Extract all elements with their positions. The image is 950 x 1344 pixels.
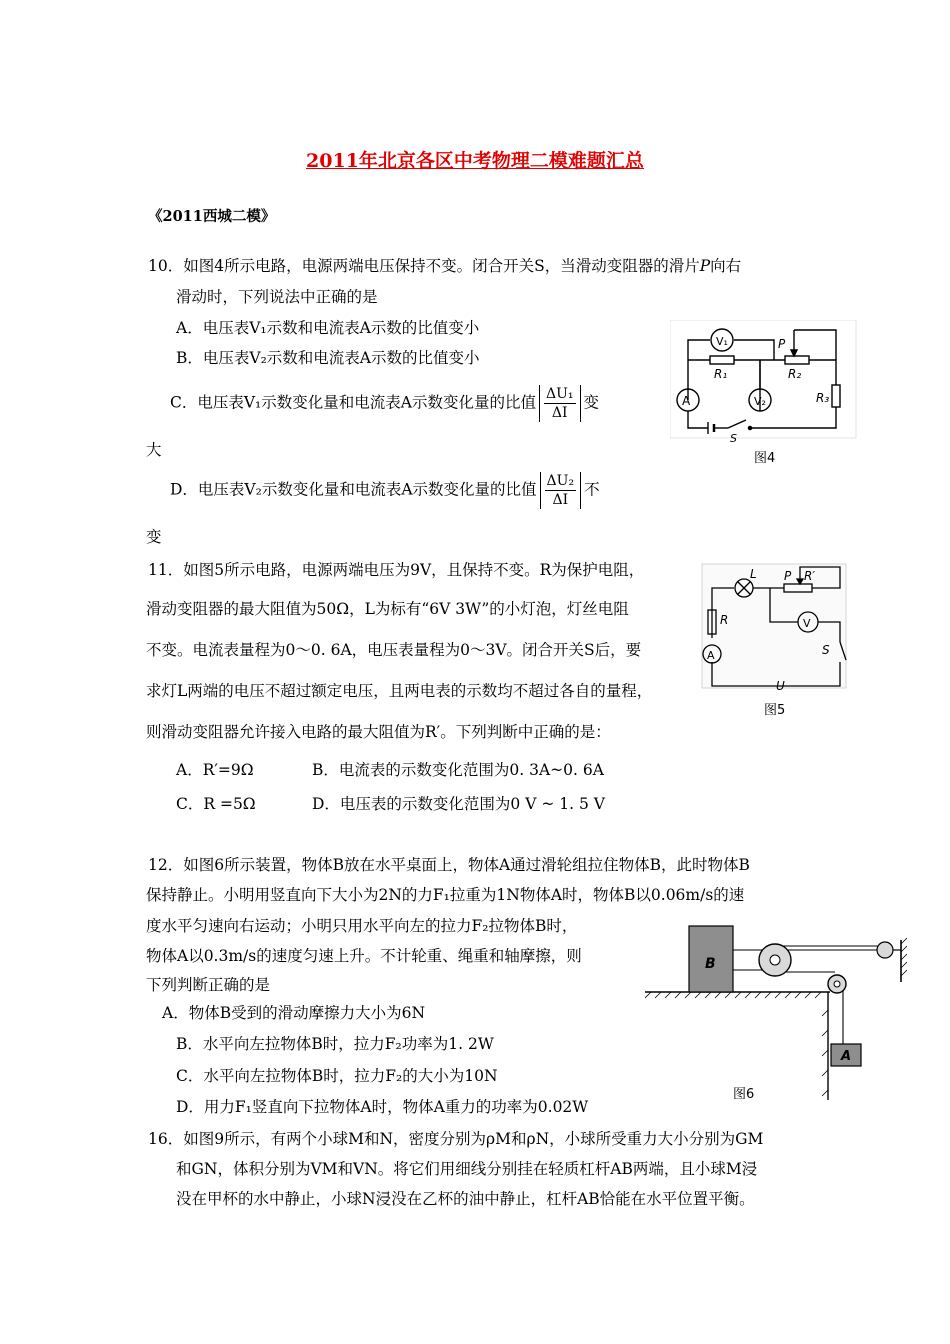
q12-line3: 度水平匀速向右运动；小明只用水平向左的拉力F₂拉物体B时，: [146, 917, 578, 935]
q11-line4: 求灯L两端的电压不超过额定电压，且两电表的示数均不超过各自的量程，: [146, 682, 653, 700]
label-l: L: [750, 567, 757, 581]
figure-4-caption: 图4: [754, 451, 776, 466]
q12-line1: 12．如图6所示装置，物体B放在水平桌面上，物体A通过滑轮组拉住物体B，此时物体B: [148, 856, 750, 874]
label-r1: R₁: [714, 367, 728, 381]
q11-line5: 则滑动变阻器允许接入电路的最大阻值为R′。下列判断中正确的是：: [146, 723, 611, 741]
figure-6-caption: 图6: [733, 1087, 755, 1102]
q12-line2: 保持静止。小明用竖直向下大小为2N的力F₁拉重为1N物体A时，物体B以0.06m/s的速: [146, 886, 745, 904]
label-v1: V₁: [716, 335, 728, 348]
q12-option-d: D．用力F₁竖直向下拉物体A时，物体A重力的功率为0.02W: [176, 1098, 589, 1116]
q10-stem-line2: 滑动时，下列说法中正确的是: [176, 288, 378, 306]
fraction-delta-u2-over-delta-i: $\frac{\text{ΔU₂}}{\Delta I}$: [540, 472, 582, 509]
q16-line2: 和GN，体积分别为VM和VN。将它们用细线分别挂在轻质杠杆AB两端，且小球M浸: [176, 1160, 758, 1178]
label-r-prime: R′: [804, 569, 816, 583]
q10-stem-line1: 10．如图4所示电路，电源两端电压保持不变。闭合开关S，当滑动变阻器的滑片P向右: [148, 257, 742, 275]
q11-line3: 不变。电流表量程为0～0. 6A，电压表量程为0～3V。闭合开关S后，要: [146, 641, 642, 659]
label-v2: V₂: [754, 395, 766, 408]
label-s: S: [822, 643, 830, 657]
q10-option-a: A．电压表V₁示数和电流表A示数的比值变小: [176, 319, 480, 337]
q10-option-c-wrap: 大: [146, 441, 162, 459]
fraction-delta-u1-over-delta-i: $\frac{\text{ΔU₁}}{\Delta I}$: [539, 385, 581, 422]
q11-line2: 滑动变阻器的最大阻值为50Ω，L为标有“6V 3W”的小灯泡，灯丝电阻: [146, 600, 629, 618]
q12-option-c: C．水平向左拉物体B时，拉力F₂的大小为10N: [176, 1067, 498, 1085]
label-p: P: [778, 337, 786, 351]
page-title: 2011年北京各区中考物理二模难题汇总: [306, 150, 644, 172]
label-u: U: [776, 679, 785, 693]
figure-5-caption: 图5: [764, 703, 786, 718]
q11-option-d: D．电压表的示数变化范围为0 V ~ 1. 5 V: [312, 795, 605, 813]
q10-option-b: B．电压表V₂示数和电流表A示数的比值变小: [176, 349, 480, 367]
label-block-b: B: [705, 956, 716, 972]
circuit-figure-4: [670, 320, 860, 470]
label-ammeter: A: [682, 394, 691, 408]
label-r2: R₂: [788, 367, 802, 381]
pulley-figure-6: [645, 920, 910, 1104]
label-r3: R₃: [816, 391, 830, 405]
q11-option-a: A．R′=9Ω: [176, 761, 254, 779]
q16-line3: 没在甲杯的水中静止，小球N浸没在乙杯的油中静止，杠杆AB恰能在水平位置平衡。: [176, 1190, 755, 1208]
circuit-figure-5: [700, 562, 852, 722]
q12-line5: 下列判断正确的是: [146, 976, 271, 994]
q10-option-d: D．电压表V₂示数变化量和电流表A示数变化量的比值 $\frac{\text{ΔU₂}}{\Delta I}$ 不: [170, 473, 600, 508]
q11-option-b: B．电流表的示数变化范围为0. 3A~0. 6A: [312, 761, 604, 779]
q11-line1: 11．如图5所示电路，电源两端电压为9V，且保持不变。R为保护电阻，: [148, 561, 645, 579]
q16-line1: 16．如图9所示，有两个小球M和N，密度分别为ρM和ρN，小球所受重力大小分别为GM: [148, 1130, 764, 1148]
label-voltmeter: V: [803, 617, 811, 630]
label-block-a: A: [841, 1049, 852, 1064]
q12-option-b: B．水平向左拉物体B时，拉力F₂功率为1. 2W: [176, 1035, 494, 1053]
q12-line4: 物体A以0.3m/s的速度匀速上升。不计轮重、绳重和轴摩擦，则: [146, 947, 582, 965]
q12-option-a: A．物体B受到的滑动摩擦力大小为6N: [162, 1004, 426, 1022]
label-s: S: [730, 432, 737, 445]
q10-option-d-wrap: 变: [146, 528, 162, 546]
label-p: P: [784, 569, 792, 583]
label-r: R: [720, 613, 729, 627]
q10-option-c: C．电压表V₁示数变化量和电流表A示数变化量的比值 $\frac{\text{ΔU₁}}{\Delta I}$ 变: [170, 386, 600, 421]
q11-option-c: C．R =5Ω: [176, 795, 256, 813]
section-heading: 《2011西城二模》: [148, 208, 276, 225]
label-ammeter: A: [707, 649, 715, 662]
